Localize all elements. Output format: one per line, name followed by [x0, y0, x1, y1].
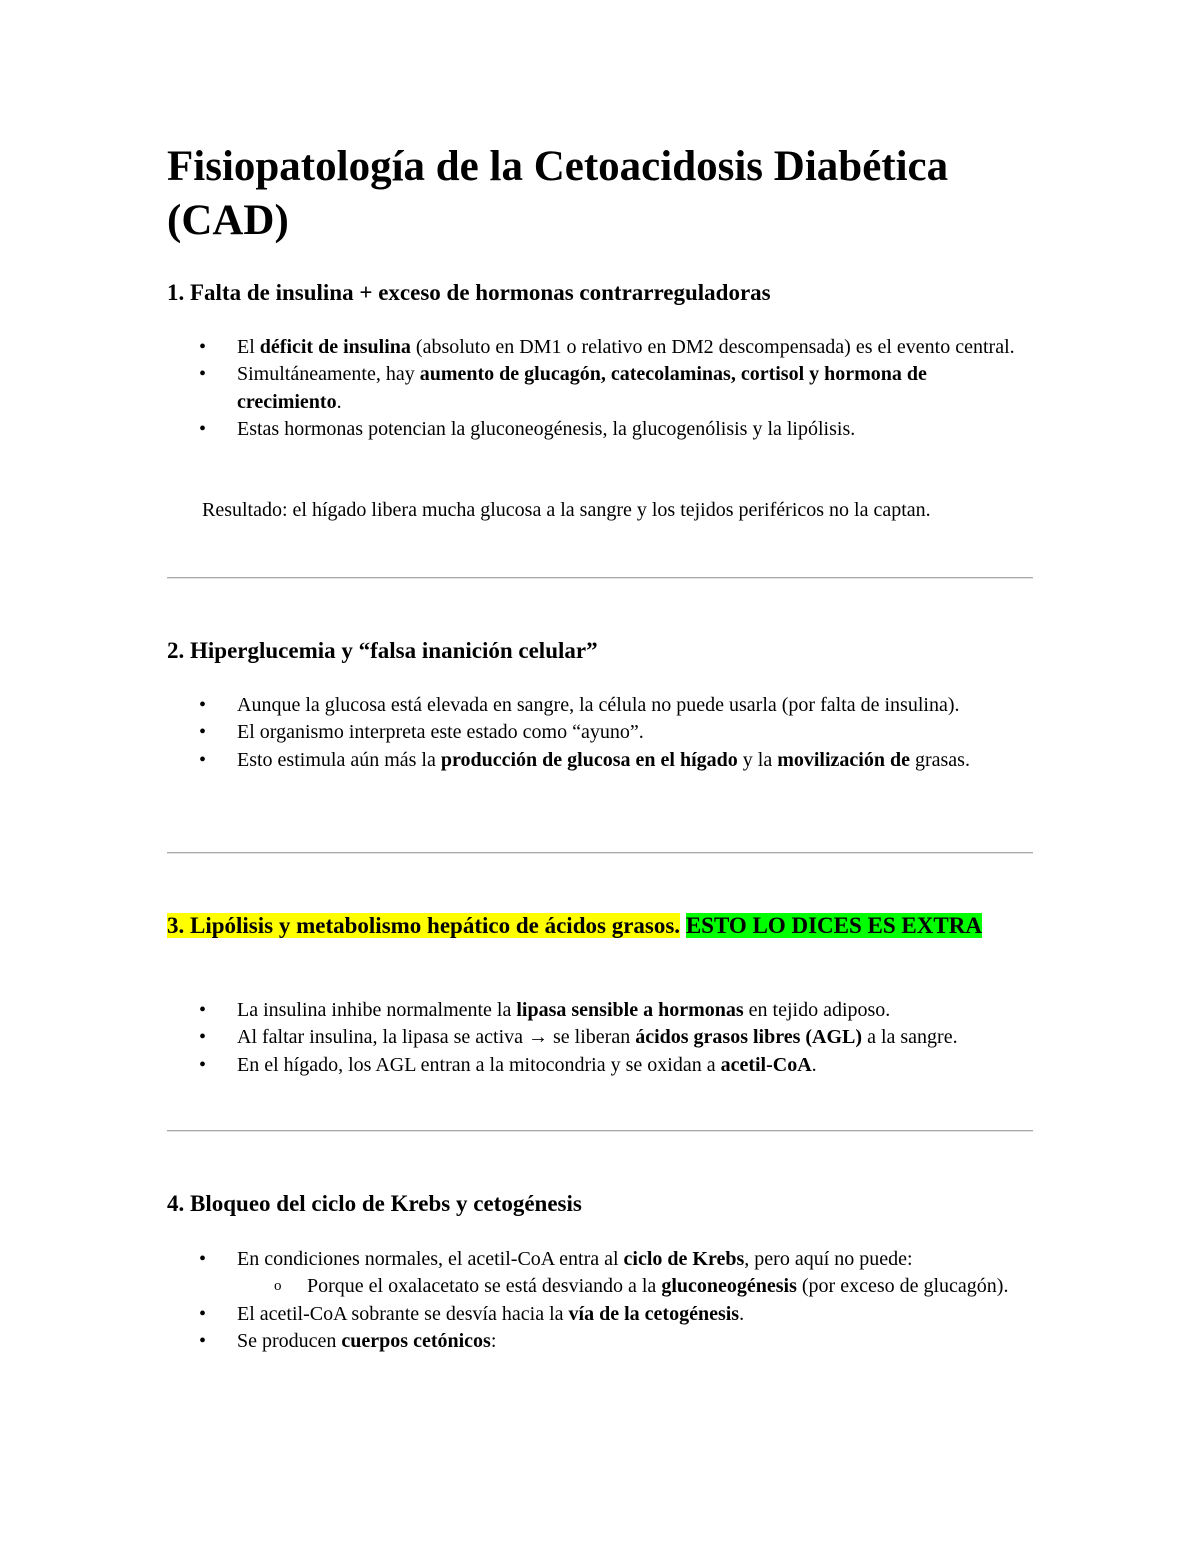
bold-run: acetil-CoA [720, 1053, 812, 1076]
text-run: Se producen [237, 1329, 342, 1352]
text-run: (absoluto en DM1 o relativo en DM2 descompensada) es el evento central. [410, 336, 1015, 358]
section-1-list [167, 334, 1033, 443]
section-2-heading: 2. Hiperglucemia y “falsa inanición celular” [167, 638, 598, 663]
horizontal-rule [167, 577, 1033, 579]
section-3-bullet-1 [167, 997, 1033, 1024]
horizontal-rule [167, 1130, 1033, 1132]
section-3-bullet-3 [167, 1052, 1033, 1079]
text-run: Porque el oxalacetato se está desviando a la [307, 1275, 662, 1298]
section-4-bullet-1 [167, 1246, 1033, 1301]
bold-run: producción de glucosa en el hígado [440, 748, 738, 771]
text-run: Al faltar insulina, la lipasa se activa → se liberan [237, 1026, 636, 1049]
bold-run: vía de la cetogénesis [568, 1302, 740, 1325]
section-2-bullet-1: • Aunque la glucosa está elevada en sangre, la célula no puede usarla (por falta de insulina). [167, 692, 1033, 719]
text-run: , pero aquí no puede: [744, 1248, 913, 1270]
text-run: y la [737, 748, 778, 771]
section-1-bullet-1 [167, 334, 1033, 361]
section-4-list [167, 1246, 1033, 1355]
bold-run: aumento de glucagón, catecolaminas, cortisol y hormona de crecimiento [237, 363, 927, 413]
text-run: . [739, 1302, 745, 1325]
text-run: en tejido adiposo. [743, 999, 891, 1021]
section-3-list [167, 997, 1033, 1079]
highlighted-heading-text: 3. Lipólisis y metabolismo hepático de ácidos grasos. [167, 913, 681, 938]
section-1-result: Resultado: el hígado libera mucha glucosa a la sangre y los tejidos periféricos no la captan. [202, 499, 931, 521]
bold-run: ácidos grasos libres (AGL) [635, 1026, 863, 1049]
bold-run: lipasa sensible a hormonas [516, 999, 744, 1021]
bold-run: movilización de [777, 748, 910, 771]
text-run: El acetil-CoA sobrante se desvía hacia la [237, 1302, 569, 1325]
section-4-bullet-2 [167, 1301, 1033, 1328]
section-2-bullet-2: • El organismo interpreta este estado como “ayuno”. [167, 719, 1033, 746]
text-run: . [336, 390, 342, 413]
bold-run: déficit de insulina [259, 336, 411, 358]
text-run: El [237, 336, 260, 358]
section-3-heading [167, 911, 1033, 940]
text-run: : [490, 1329, 497, 1352]
text-run: Simultáneamente, hay [237, 363, 420, 386]
text-run: (por exceso de glucagón). [796, 1275, 1009, 1298]
bold-run: cuerpos cetónicos [341, 1329, 491, 1352]
section-2-list [167, 692, 1033, 774]
text-run: En condiciones normales, el acetil-CoA entra al [237, 1248, 624, 1270]
section-1-heading: 1. Falta de insulina + exceso de hormonas contrarreguladoras [167, 280, 771, 305]
text-run: En el hígado, los AGL entran a la mitocondria y se oxidan a [237, 1053, 721, 1076]
document-title: Fisiopatología de la Cetoacidosis Diabética (CAD) [167, 143, 949, 244]
highlighted-note: ESTO LO DICES ES EXTRA [685, 913, 982, 938]
section-4-sublist [237, 1273, 1033, 1300]
bold-run: gluconeogénesis [661, 1275, 797, 1298]
text-run: a la sangre. [862, 1026, 958, 1049]
section-3-bullet-2 [167, 1024, 1033, 1051]
section-2-bullet-3 [167, 747, 1033, 774]
text-run: La insulina inhibe normalmente la [237, 999, 517, 1021]
horizontal-rule [167, 852, 1033, 854]
bold-run: ciclo de Krebs [623, 1248, 745, 1270]
section-4-subbullet-1 [237, 1273, 1033, 1300]
text-run: Esto estimula aún más la [237, 748, 441, 771]
section-1-bullet-3: • Estas hormonas potencian la gluconeogénesis, la glucogenólisis y la lipólisis. [167, 416, 1033, 443]
section-1-bullet-2 [167, 361, 1033, 416]
text-run: . [811, 1053, 817, 1076]
section-4-heading: 4. Bloqueo del ciclo de Krebs y cetogénesis [167, 1191, 582, 1216]
text-run: grasas. [909, 748, 970, 771]
section-4-bullet-3 [167, 1328, 1033, 1355]
